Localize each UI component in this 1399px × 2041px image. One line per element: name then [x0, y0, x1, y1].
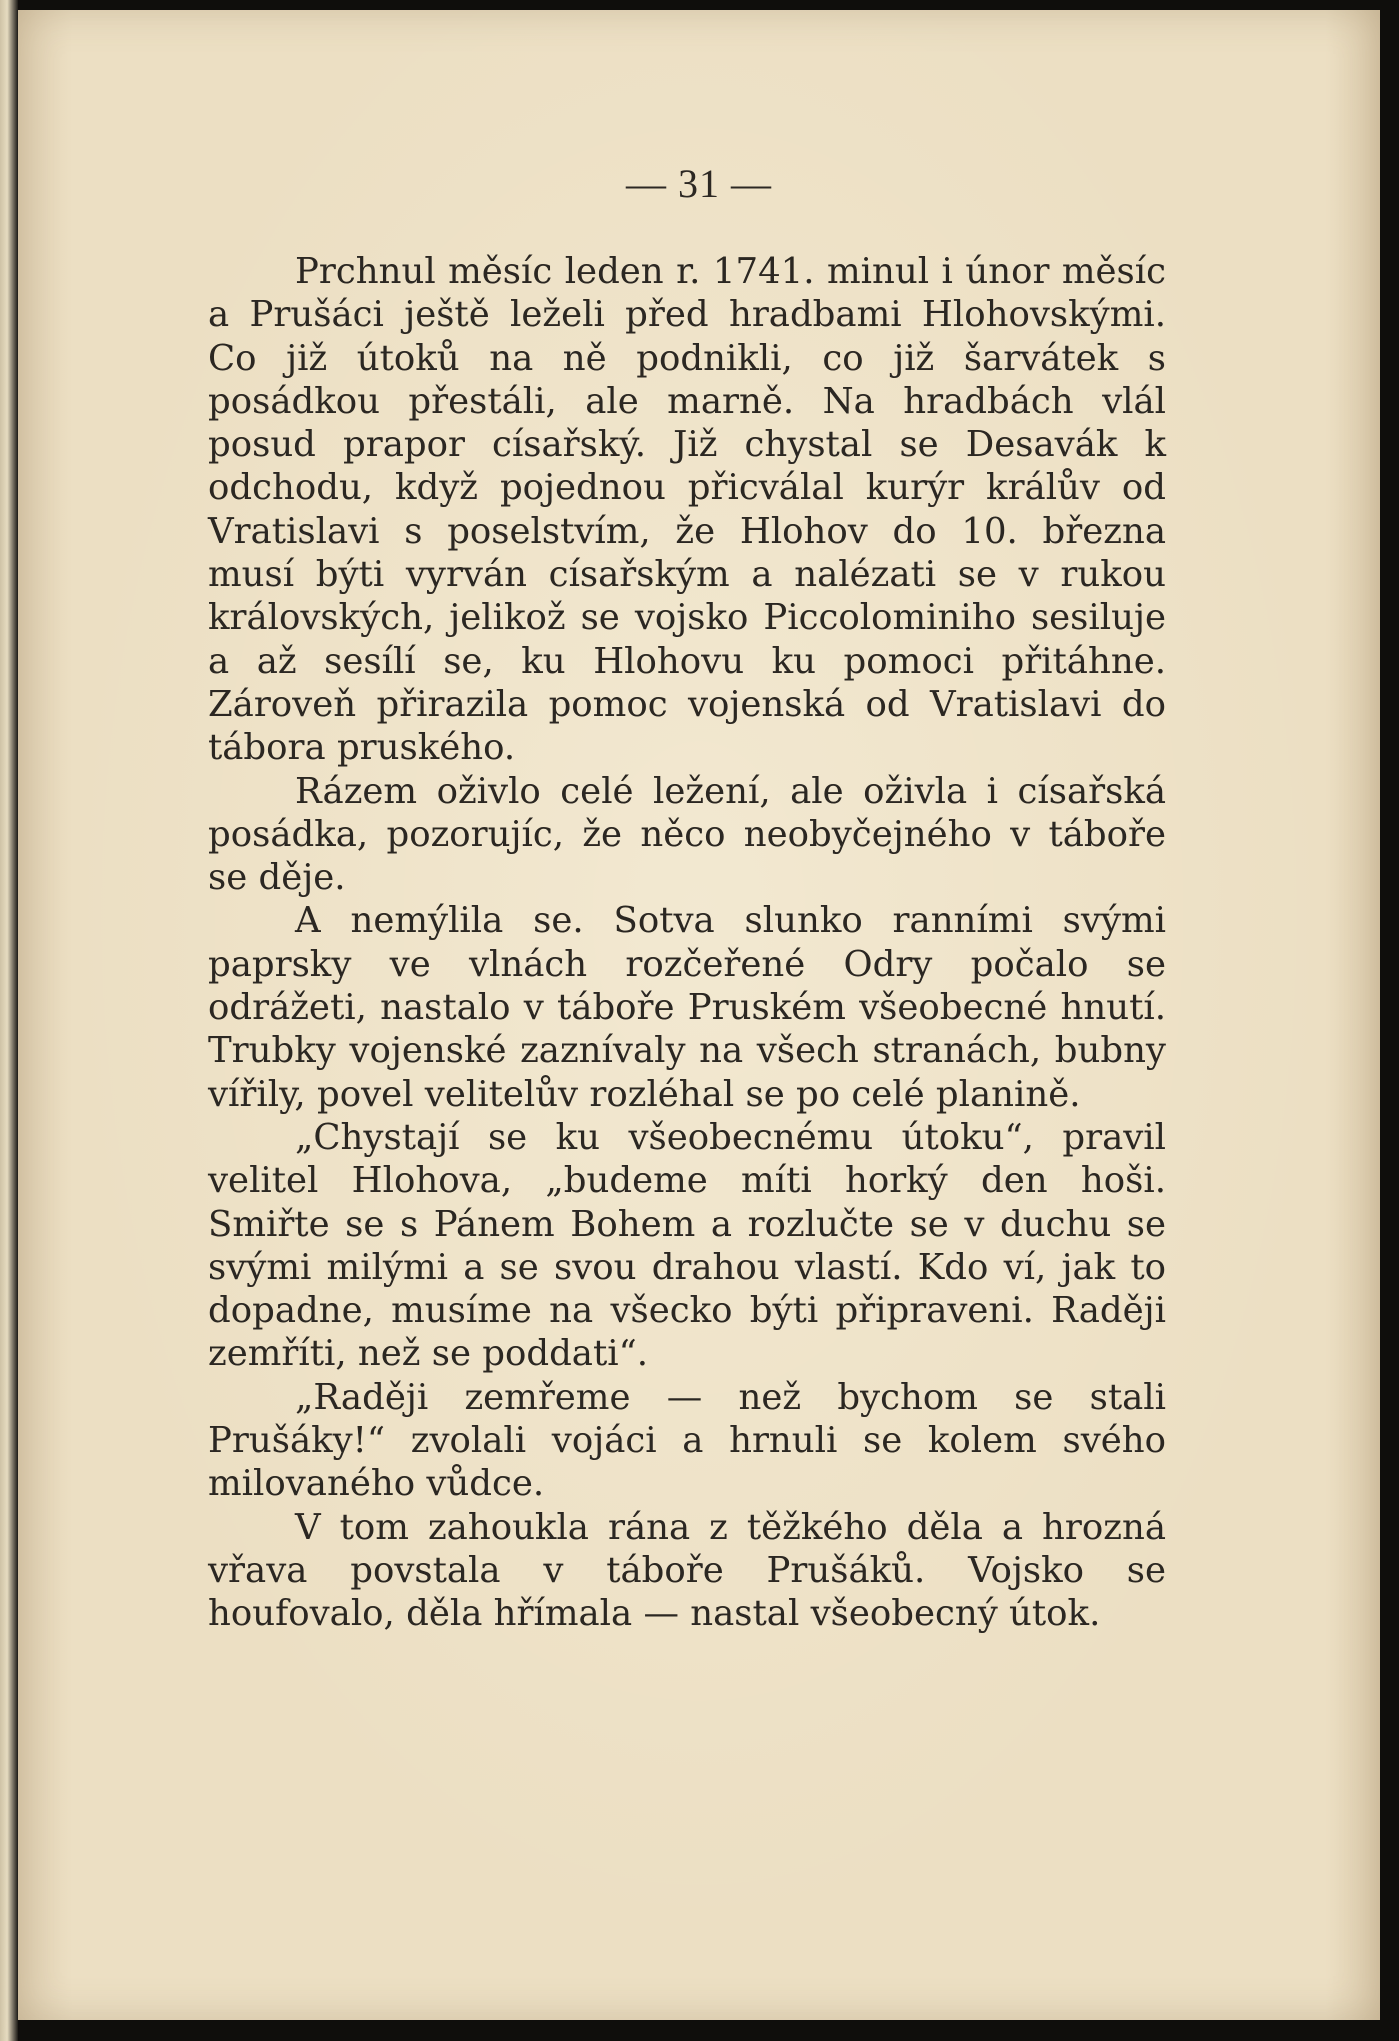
paragraph-1: Prchnul měsíc leden r. 1741. minul i únor měsíc a Prušáci ještě leželi před hradbami Hlohovskými. Co již útoků na ně podnikli, co již šarvátek s posádkou přestáli, ale marně. Na hradbách vlál posud prapor císařský. Již chystal se Desavák k odchodu, když pojednou přicválal kurýr králův od Vratislavi s poselstvím, že Hlohov do 10. března musí býti vyrván císařským a nalézati se v rukou královských, jelikož se vojsko Piccolominiho sesiluje a až sesílí se, ku Hlohovu ku pomoci přitáhne. Zároveň přirazila pomoc vojenská od Vratislavi do tábora pruského.: [208, 251, 1166, 769]
paragraph-4: „Chystají se ku všeobecnému útoku“, pravil velitel Hlohova, „budeme míti horký den hoši. Smiřte se s Pánem Bohem a rozlučte se v duchu se svými milými a se svou drahou vlastí. Kdo ví, jak to dopadne, musíme na všecko býti připraveni. Raději zemříti, než se poddati“.: [208, 1116, 1166, 1375]
page-number: — 31 —: [626, 161, 772, 206]
paragraph-5: „Raději zemřeme — než bychom se stali Prušáky!“ zvolali vojáci a hrnuli se kolem svého milovaného vůdce.: [208, 1376, 1166, 1505]
paragraph-3: A nemýlila se. Sotva slunko ranními svými paprsky ve vlnách rozčeřené Odry počalo se odrážeti, nastalo v táboře Pruském všeobecné hnutí. Trubky vojenské zaznívaly na všech stranách, bubny vířily, povel velitelův rozléhal se po celé planině.: [208, 900, 1166, 1115]
body-text: [208, 250, 1166, 1636]
book-spine-edge: [0, 0, 18, 2041]
paragraph-2: Rázem oživlo celé ležení, ale oživla i císařská posádka, pozorujíc, že něco neobyčejného v táboře se děje.: [208, 770, 1166, 899]
paragraph-6: V tom zahoukla rána z těžkého děla a hrozná vřava povstala v táboře Prušáků. Vojsko se houfovalo, děla hřímala — nastal všeobecný útok.: [208, 1506, 1166, 1635]
book-page: [18, 10, 1380, 2020]
